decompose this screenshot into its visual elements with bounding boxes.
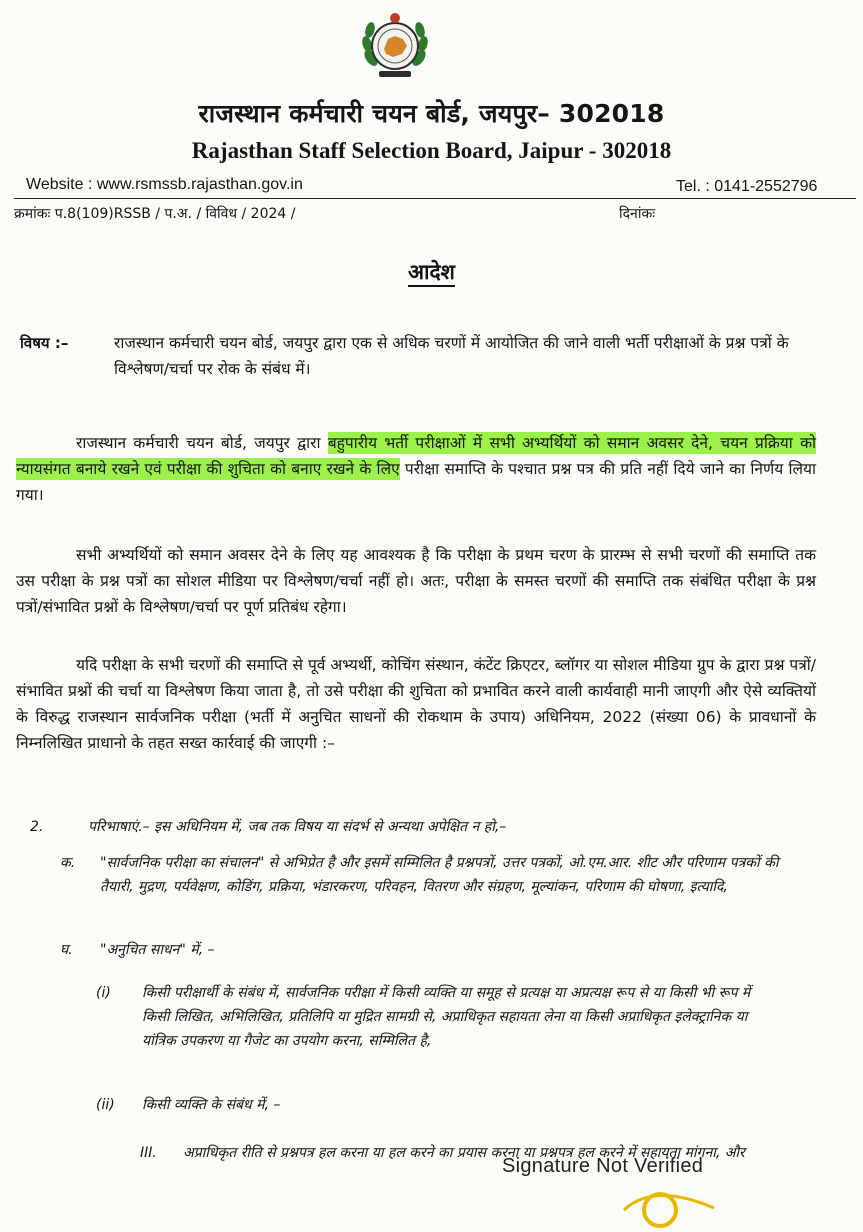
paragraph-2: सभी अभ्यर्थियों को समान अवसर देने के लिए यह आवश्यक है कि परीक्षा के प्रथम चरण के प्रारम्भ से सभी चरणों की समाप्ति तक उस परीक्षा के प्रश्न पत्रों का सोशल मीडिया पर विश्लेषण/चर्चा नहीं हो। अतः, परीक्षा के समस्त चरणों की समाप्ति तक संबंधित परीक्षा के प्रश्न पत्रों/संभावित प्रश्नों के विश्लेषण/चर्चा पर पूर्ण प्रतिबंध रहेगा।: [16, 546, 816, 616]
paragraph-1-start: राजस्थान कर्मचारी चयन बोर्ड, जयपुर द्वारा: [76, 434, 328, 452]
paragraph-1: [16, 430, 816, 508]
order-heading-text: आदेश: [408, 260, 455, 287]
telephone-line: Tel. : 0141-2552796: [676, 178, 818, 195]
clause-ka-text: "सार्वजनिक परीक्षा का संचालन" से अभिप्रेत है और इसमें सम्मिलित है प्रश्नपत्रों, उत्तर पत्रकों, ओ.एम.आर. शीट और परिणाम पत्रकों की तैयारी, मुद्रण, पर्यवेक्षण, कोडिंग, प्रक्रिया, भंडारकरण, परिवहन, वितरण और संग्रहण, मूल्यांकन, परिणाम की घोषणा, इत्यादि,: [100, 855, 779, 895]
sub-clause-i-text: किसी परीक्षार्थी के संबंध में, सार्वजनिक परीक्षा में किसी व्यक्ति या समूह से प्रत्यक्ष या अप्रत्यक्ष रूप से या किसी भी रूप में किसी लिखित, अभिलिखित, प्रतिलिपि या मुद्रित सामग्री से, अप्राधिकृत सहायता लेना या किसी अप्राधिकृत इलेक्ट्रानिक या यांत्रिक उपकरण या गैजेट का उपयोग करना, सम्मिलित है,: [142, 985, 751, 1049]
header-divider: [14, 198, 856, 199]
signature-status: Signature Not Verified: [502, 1155, 704, 1177]
reference-number: क्रमांकः प.8(109)RSSB / प.अ. / विविध / 2024 /: [14, 206, 296, 222]
paragraph-1-end: परीक्षा समाप्ति के पश्चात प्रश्न पत्र की प्रति नहीं दिये जाने का निर्णय लिया गया।: [16, 460, 816, 504]
signature-verification-icon: [614, 1172, 734, 1232]
board-title-hindi: राजस्थान कर्मचारी चयन बोर्ड, जयपुर– 302018: [198, 99, 665, 128]
clause-gha-label: घ.: [60, 942, 73, 958]
rssb-emblem-icon: [357, 8, 433, 84]
section-definitions: परिभाषाएं.– इस अधिनियम में, जब तक विषय या संदर्भ से अन्यथा अपेक्षित न हो,–: [88, 819, 507, 835]
section-number: 2.: [30, 819, 44, 835]
sub-clause-i-label: (i): [96, 985, 111, 1001]
date-label: दिनांकः: [619, 206, 656, 222]
order-heading: [0, 258, 863, 286]
highlighted-text: बहुपारीय भर्ती परीक्षाओं में सभी अभ्यर्थियों को समान अवसर देने, चयन प्रक्रिया को न्यायसंगत बनाये रखने एवं परीक्षा की शुचिता को बनाए रखने के लिए: [16, 434, 816, 478]
sub-clause-ii-text: किसी व्यक्ति के संबंध में, –: [142, 1097, 281, 1113]
sub-clause-ii-label: (ii): [96, 1097, 115, 1113]
clause-ka-label: क.: [60, 855, 76, 871]
subject-text: राजस्थान कर्मचारी चयन बोर्ड, जयपुर द्वारा एक से अधिक चरणों में आयोजित की जाने वाली भर्ती परीक्षाओं के प्रश्न पत्रों के विश्लेषण/चर्चा पर रोक के संबंध में।: [114, 334, 789, 378]
sub-clause-iii-label: III.: [140, 1145, 157, 1161]
sub-clause-iii-text: अप्राधिकृत रीति से प्रश्नपत्र हल करना या हल करने का प्रयास करना या प्रश्नपत्र हल करने में सहायता मांगना, और: [183, 1145, 745, 1161]
website-line: Website : www.rsmssb.rajasthan.gov.in: [26, 176, 303, 193]
subject-label: विषय :–: [20, 334, 69, 352]
paragraph-3: यदि परीक्षा के सभी चरणों की समाप्ति से पूर्व अभ्यर्थी, कोचिंग संस्थान, कंटेंट क्रिएटर, ब्लॉगर या सोशल मीडिया ग्रुप के द्वारा प्रश्न पत्रों/संभावित प्रश्नों की चर्चा या विश्लेषण किया जाता है, तो उसे परीक्षा की शुचिता को प्रभावित करने वाली कार्यवाही मानी जाएगी और ऐसे व्यक्तियों के विरुद्ध राजस्थान सार्वजनिक परीक्षा (भर्ती में अनुचित साधनों की रोकथाम के उपाय) अधिनियम, 2022 (संख्या 06) के प्रावधानों के निम्नलिखित प्राधानो के तहत सख्त कार्रवाई की जाएगी :–: [16, 656, 816, 752]
board-title-english: Rajasthan Staff Selection Board, Jaipur - 302018: [191, 138, 672, 163]
clause-gha-text: "अनुचित साधन" में, –: [100, 942, 215, 958]
